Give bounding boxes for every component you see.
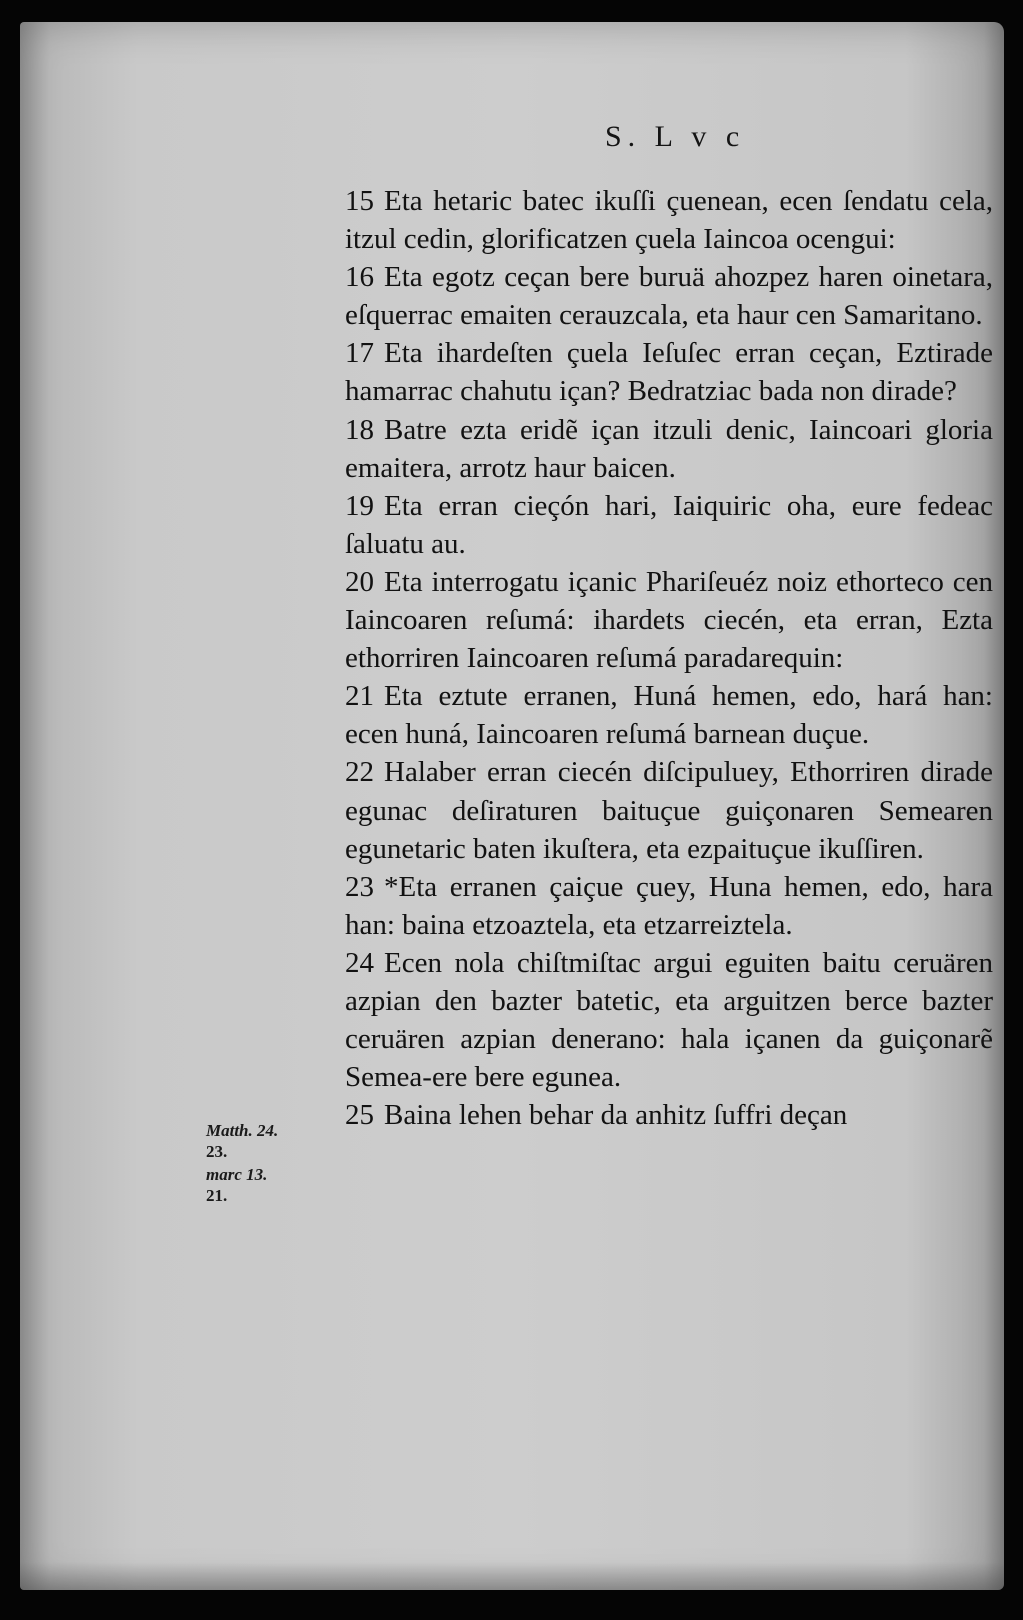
verse-24 bbox=[345, 944, 993, 1096]
margin-note-num: 21. bbox=[206, 1186, 228, 1205]
verse-number: 17 bbox=[345, 337, 374, 370]
margin-note-ref: Matth. 24. bbox=[206, 1121, 279, 1140]
verse-text: Eta erran cieçón hari, Iaiquiric oha, eure fedeac ſaluatu au. bbox=[345, 489, 993, 560]
verse-text: Eta interrogatu içanic Phariſeuéz noiz ethorteco cen Iaincoaren reſumá: ihardets ciecén, eta erran, Ezta ethorriren Iaincoaren reſumá paradarequin: bbox=[345, 565, 993, 675]
margin-note-ref: marc 13. bbox=[206, 1165, 268, 1184]
verse-22 bbox=[345, 753, 993, 867]
margin-note-num: 23. bbox=[206, 1142, 228, 1161]
verse-text: Eta egotz ceçan bere buruä ahozpez haren oinetara, eſquerrac emaiten cerauzcala, eta haur cen Samaritano. bbox=[345, 261, 993, 332]
verse-20 bbox=[345, 563, 993, 677]
page-header: S. L v c bbox=[605, 120, 746, 153]
verse-16 bbox=[345, 258, 993, 334]
verse-17 bbox=[345, 334, 993, 410]
book-page bbox=[20, 22, 1004, 1590]
verse-number: 16 bbox=[345, 261, 374, 294]
verse-19 bbox=[345, 487, 993, 563]
verse-text: Eta ihardeſten çuela Ieſuſec erran ceçan, Eztirade hamarrac chahutu içan? Bedratziac bada non dirade? bbox=[345, 337, 993, 408]
verse-text: Ecen nola chiſtmiſtac argui eguiten baitu ceruären azpian den bazter batetic, eta arguitzen berce bazter ceruären azpian denerano: hala içanen da guiçonarẽ Semea-ere bere egunea. bbox=[345, 946, 993, 1094]
verse-number: 18 bbox=[345, 413, 374, 446]
verse-number: 24 bbox=[345, 946, 374, 979]
verse-number: 15 bbox=[345, 185, 374, 217]
verse-text: Halaber erran ciecén diſcipuluey, Ethorriren dirade egunac deſiraturen baituçue guiçonaren Semearen egunetaric baten ikuſtera, eta ezpaituçue ikuſſiren. bbox=[345, 756, 993, 865]
verse-number: 21 bbox=[345, 680, 374, 713]
verse-21 bbox=[345, 677, 993, 753]
verse-text: *Eta erranen çaiçue çuey, Huna hemen, edo, hara han: baina etzoaztela, eta etzarreiztela. bbox=[345, 870, 993, 941]
verse-25 bbox=[345, 1096, 993, 1134]
verse-15 bbox=[345, 182, 993, 258]
verse-18 bbox=[345, 411, 993, 487]
verse-block bbox=[345, 182, 993, 1134]
verse-number: 25 bbox=[345, 1099, 374, 1132]
verse-text: Eta eztute erranen, Huná hemen, edo, hará han: ecen huná, Iaincoaren reſumá barnean duçue. bbox=[345, 680, 993, 751]
verse-text: Batre ezta eridẽ içan itzuli denic, Iaincoari gloria emaitera, arrotz haur baicen. bbox=[345, 413, 993, 484]
verse-23 bbox=[345, 868, 993, 944]
verse-number: 19 bbox=[345, 489, 374, 522]
margin-note-matthew bbox=[206, 1120, 278, 1162]
verse-number: 22 bbox=[345, 756, 374, 789]
verse-text: Baina lehen behar da anhitz ſuffri deçan bbox=[384, 1099, 848, 1132]
verse-number: 20 bbox=[345, 565, 374, 598]
margin-note-mark bbox=[206, 1164, 267, 1206]
page-bottom-edge bbox=[20, 1562, 1004, 1590]
verse-text: Eta hetaric batec ikuſſi çuenean, ecen ſendatu cela, itzul cedin, glorificatzen çuela Iaincoa ocengui: bbox=[345, 185, 993, 256]
verse-number: 23 bbox=[345, 870, 374, 903]
